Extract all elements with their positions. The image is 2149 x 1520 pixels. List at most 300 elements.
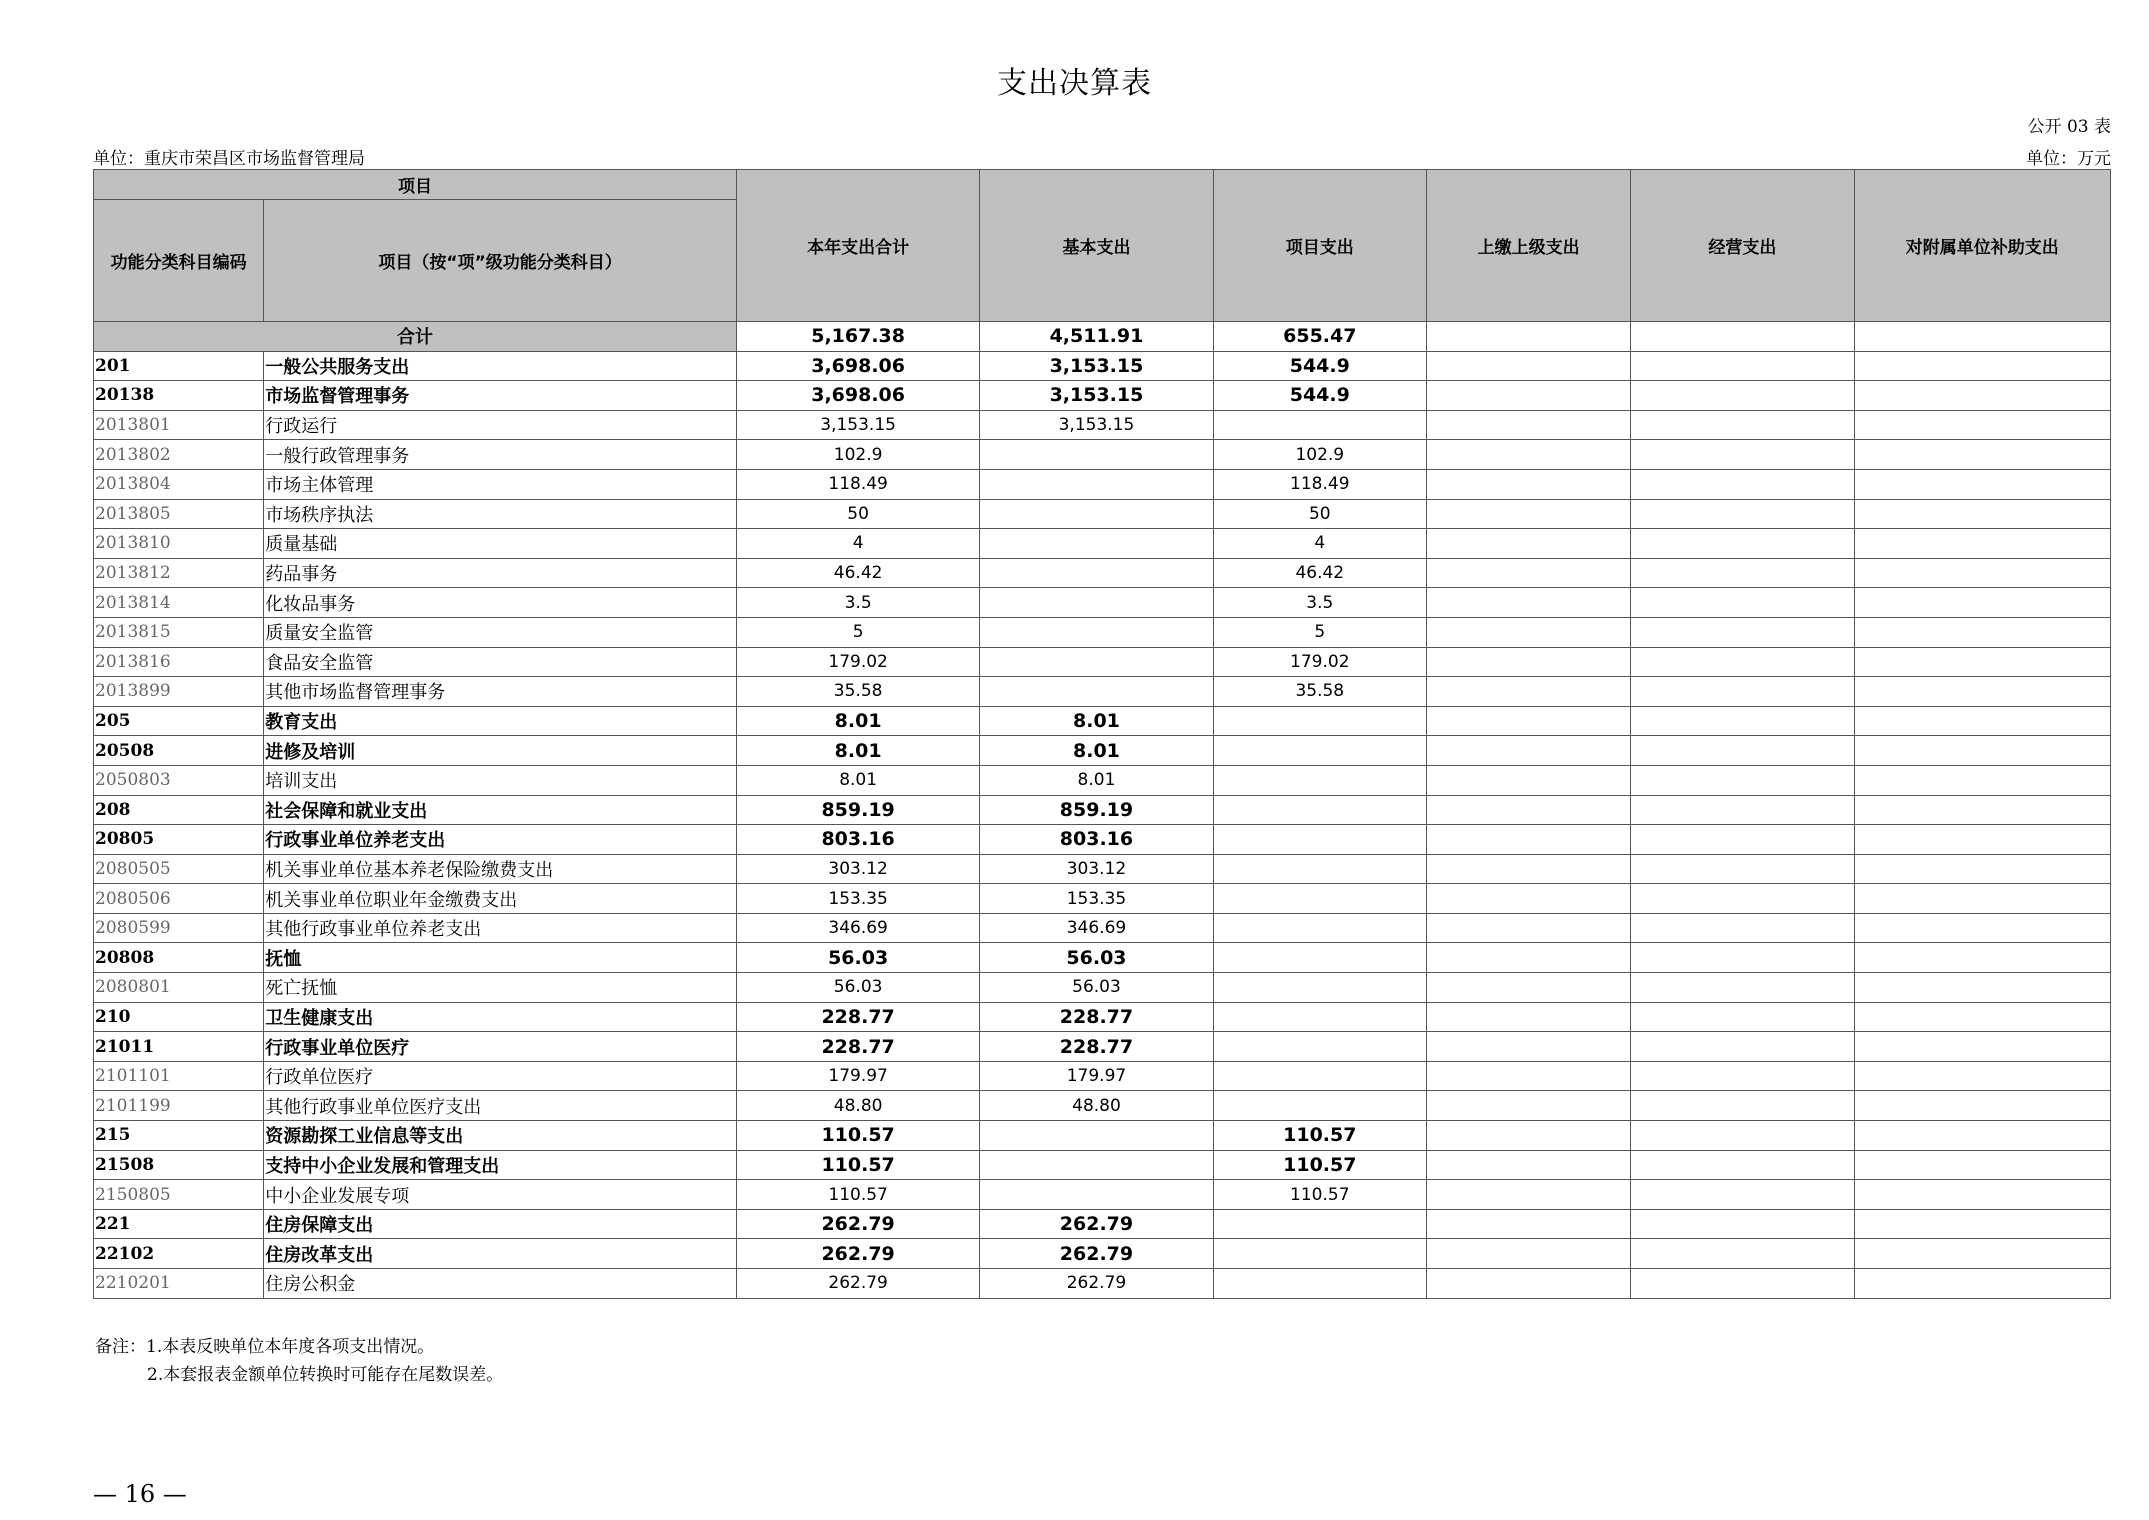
row-project [1213, 1002, 1426, 1032]
row-name: 其他行政事业单位医疗支出 [264, 1091, 737, 1121]
currency-unit: 单位：万元 [2026, 149, 2111, 169]
header-code: 功能分类科目编码 [94, 200, 264, 322]
row-upper [1426, 1150, 1630, 1180]
row-project: 110.57 [1213, 1150, 1426, 1180]
row-code: 2080506 [94, 884, 264, 914]
row-subsidy [1854, 736, 2110, 766]
table-row [94, 469, 2111, 499]
row-total: 3,153.15 [736, 410, 979, 440]
row-code: 2210201 [94, 1269, 264, 1299]
row-basic: 803.16 [980, 825, 1213, 855]
row-subsidy [1854, 588, 2110, 618]
row-subsidy [1854, 499, 2110, 529]
table-row [94, 765, 2111, 795]
row-subsidy [1854, 410, 2110, 440]
row-business [1631, 1121, 1854, 1151]
row-subsidy [1854, 825, 2110, 855]
table-row [94, 973, 2111, 1003]
table-number: 公开 03 表 [2027, 117, 2111, 137]
row-project [1213, 943, 1426, 973]
row-business [1631, 351, 1854, 381]
row-business [1631, 1180, 1854, 1210]
row-name: 一般行政管理事务 [264, 440, 737, 470]
row-business [1631, 973, 1854, 1003]
row-name: 教育支出 [264, 706, 737, 736]
row-basic [980, 529, 1213, 559]
row-subsidy [1854, 913, 2110, 943]
row-basic: 228.77 [980, 1002, 1213, 1032]
row-upper [1426, 588, 1630, 618]
row-code: 2013812 [94, 558, 264, 588]
row-total: 56.03 [736, 973, 979, 1003]
row-business [1631, 410, 1854, 440]
row-business [1631, 499, 1854, 529]
table-row [94, 1002, 2111, 1032]
row-subsidy [1854, 706, 2110, 736]
row-project: 110.57 [1213, 1121, 1426, 1151]
row-name: 进修及培训 [264, 736, 737, 766]
total-business [1631, 322, 1854, 352]
row-project [1213, 765, 1426, 795]
row-project [1213, 973, 1426, 1003]
row-name: 市场监督管理事务 [264, 381, 737, 411]
row-project [1213, 1061, 1426, 1091]
row-project [1213, 1091, 1426, 1121]
table-row [94, 558, 2111, 588]
row-name: 机关事业单位基本养老保险缴费支出 [264, 854, 737, 884]
row-basic: 56.03 [980, 973, 1213, 1003]
row-code: 2013899 [94, 677, 264, 707]
row-project: 110.57 [1213, 1180, 1426, 1210]
row-project: 179.02 [1213, 647, 1426, 677]
total-label: 合计 [94, 322, 737, 352]
row-upper [1426, 440, 1630, 470]
row-basic: 346.69 [980, 913, 1213, 943]
row-subsidy [1854, 1180, 2110, 1210]
row-total: 179.02 [736, 647, 979, 677]
header-project-expense: 项目支出 [1213, 170, 1426, 322]
row-code: 2050803 [94, 765, 264, 795]
row-name: 资源勘探工业信息等支出 [264, 1121, 737, 1151]
row-upper [1426, 1209, 1630, 1239]
row-total: 303.12 [736, 854, 979, 884]
row-basic: 228.77 [980, 1032, 1213, 1062]
row-project [1213, 795, 1426, 825]
row-project: 544.9 [1213, 381, 1426, 411]
row-business [1631, 825, 1854, 855]
row-name: 行政事业单位医疗 [264, 1032, 737, 1062]
row-basic [980, 647, 1213, 677]
row-code: 221 [94, 1209, 264, 1239]
row-name: 食品安全监管 [264, 647, 737, 677]
row-name: 一般公共服务支出 [264, 351, 737, 381]
row-upper [1426, 647, 1630, 677]
row-name: 培训支出 [264, 765, 737, 795]
row-code: 210 [94, 1002, 264, 1032]
table-row [94, 943, 2111, 973]
row-total: 346.69 [736, 913, 979, 943]
row-business [1631, 617, 1854, 647]
header-item-name: 项目（按“项”级功能分类科目） [264, 200, 737, 322]
row-total: 8.01 [736, 765, 979, 795]
row-subsidy [1854, 469, 2110, 499]
row-business [1631, 884, 1854, 914]
row-subsidy [1854, 765, 2110, 795]
row-subsidy [1854, 381, 2110, 411]
total-subsidy [1854, 322, 2110, 352]
row-subsidy [1854, 1209, 2110, 1239]
row-business [1631, 1091, 1854, 1121]
row-upper [1426, 677, 1630, 707]
row-code: 21508 [94, 1150, 264, 1180]
row-upper [1426, 706, 1630, 736]
header-subsidy: 对附属单位补助支出 [1854, 170, 2110, 322]
row-upper [1426, 351, 1630, 381]
header-upper-payment: 上缴上级支出 [1426, 170, 1630, 322]
row-upper [1426, 617, 1630, 647]
row-code: 20508 [94, 736, 264, 766]
row-name: 其他行政事业单位养老支出 [264, 913, 737, 943]
row-business [1631, 1209, 1854, 1239]
row-upper [1426, 469, 1630, 499]
row-code: 21011 [94, 1032, 264, 1062]
row-subsidy [1854, 677, 2110, 707]
row-code: 2013814 [94, 588, 264, 618]
row-upper [1426, 854, 1630, 884]
row-project [1213, 1239, 1426, 1269]
row-code: 2013815 [94, 617, 264, 647]
row-total: 262.79 [736, 1269, 979, 1299]
row-upper [1426, 973, 1630, 1003]
row-code: 2080599 [94, 913, 264, 943]
expenditure-table [93, 169, 2111, 1299]
row-project [1213, 825, 1426, 855]
row-project [1213, 1209, 1426, 1239]
row-total: 5 [736, 617, 979, 647]
row-name: 行政运行 [264, 410, 737, 440]
table-row [94, 1239, 2111, 1269]
row-basic [980, 617, 1213, 647]
row-total: 118.49 [736, 469, 979, 499]
row-upper [1426, 529, 1630, 559]
row-business [1631, 736, 1854, 766]
row-total: 859.19 [736, 795, 979, 825]
table-row [94, 795, 2111, 825]
row-name: 行政单位医疗 [264, 1061, 737, 1091]
row-name: 市场主体管理 [264, 469, 737, 499]
row-code: 208 [94, 795, 264, 825]
row-basic [980, 1150, 1213, 1180]
row-name: 药品事务 [264, 558, 737, 588]
row-business [1631, 440, 1854, 470]
row-total: 228.77 [736, 1002, 979, 1032]
row-upper [1426, 381, 1630, 411]
row-total: 179.97 [736, 1061, 979, 1091]
row-business [1631, 588, 1854, 618]
row-subsidy [1854, 1032, 2110, 1062]
row-total: 48.80 [736, 1091, 979, 1121]
row-code: 2101101 [94, 1061, 264, 1091]
row-project [1213, 913, 1426, 943]
row-project: 118.49 [1213, 469, 1426, 499]
row-subsidy [1854, 1239, 2110, 1269]
row-project: 544.9 [1213, 351, 1426, 381]
row-basic [980, 1180, 1213, 1210]
row-total: 803.16 [736, 825, 979, 855]
row-code: 2013805 [94, 499, 264, 529]
row-basic: 8.01 [980, 765, 1213, 795]
row-basic: 262.79 [980, 1239, 1213, 1269]
row-total: 228.77 [736, 1032, 979, 1062]
row-business [1631, 1269, 1854, 1299]
row-name: 化妆品事务 [264, 588, 737, 618]
row-basic [980, 588, 1213, 618]
row-code: 20808 [94, 943, 264, 973]
table-row [94, 913, 2111, 943]
row-code: 20138 [94, 381, 264, 411]
row-code: 2080505 [94, 854, 264, 884]
row-total: 46.42 [736, 558, 979, 588]
note-line-1: 备注：1.本表反映单位本年度各项支出情况。 [95, 1337, 435, 1357]
row-basic [980, 677, 1213, 707]
table-row [94, 825, 2111, 855]
row-name: 住房保障支出 [264, 1209, 737, 1239]
row-code: 201 [94, 351, 264, 381]
row-basic: 303.12 [980, 854, 1213, 884]
row-basic: 56.03 [980, 943, 1213, 973]
row-business [1631, 469, 1854, 499]
page-number: — 16 — [93, 1480, 187, 1508]
row-total: 110.57 [736, 1121, 979, 1151]
row-subsidy [1854, 943, 2110, 973]
row-project [1213, 410, 1426, 440]
table-row [94, 1180, 2111, 1210]
table-row [94, 410, 2111, 440]
row-project [1213, 884, 1426, 914]
row-upper [1426, 558, 1630, 588]
row-code: 2013810 [94, 529, 264, 559]
row-total: 110.57 [736, 1180, 979, 1210]
row-basic: 179.97 [980, 1061, 1213, 1091]
table-row [94, 677, 2111, 707]
note-line-2: 2.本套报表金额单位转换时可能存在尾数误差。 [147, 1365, 504, 1385]
row-project [1213, 1032, 1426, 1062]
table-row [94, 1209, 2111, 1239]
row-upper [1426, 1032, 1630, 1062]
row-project [1213, 736, 1426, 766]
notes [95, 1333, 503, 1389]
table-row [94, 736, 2111, 766]
row-name: 卫生健康支出 [264, 1002, 737, 1032]
row-total: 8.01 [736, 736, 979, 766]
row-name: 支持中小企业发展和管理支出 [264, 1150, 737, 1180]
row-upper [1426, 1239, 1630, 1269]
total-total: 5,167.38 [736, 322, 979, 352]
row-basic [980, 1121, 1213, 1151]
table-row [94, 1061, 2111, 1091]
row-basic: 153.35 [980, 884, 1213, 914]
row-name: 死亡抚恤 [264, 973, 737, 1003]
row-subsidy [1854, 529, 2110, 559]
row-total: 110.57 [736, 1150, 979, 1180]
reporting-unit: 单位：重庆市荣昌区市场监督管理局 [93, 149, 365, 169]
row-project: 50 [1213, 499, 1426, 529]
table-row [94, 440, 2111, 470]
row-total: 8.01 [736, 706, 979, 736]
row-subsidy [1854, 854, 2110, 884]
table-row [94, 884, 2111, 914]
row-name: 住房改革支出 [264, 1239, 737, 1269]
row-upper [1426, 884, 1630, 914]
total-basic: 4,511.91 [980, 322, 1213, 352]
row-upper [1426, 825, 1630, 855]
row-total: 153.35 [736, 884, 979, 914]
row-total: 262.79 [736, 1239, 979, 1269]
table-row [94, 1091, 2111, 1121]
total-project: 655.47 [1213, 322, 1426, 352]
row-basic: 8.01 [980, 706, 1213, 736]
row-project [1213, 706, 1426, 736]
row-business [1631, 1032, 1854, 1062]
row-upper [1426, 1061, 1630, 1091]
row-business [1631, 913, 1854, 943]
row-basic: 8.01 [980, 736, 1213, 766]
table-row [94, 351, 2111, 381]
table-row [94, 529, 2111, 559]
row-business [1631, 677, 1854, 707]
row-upper [1426, 943, 1630, 973]
row-subsidy [1854, 647, 2110, 677]
table-row [94, 1032, 2111, 1062]
row-total: 56.03 [736, 943, 979, 973]
row-project: 4 [1213, 529, 1426, 559]
row-code: 20805 [94, 825, 264, 855]
row-basic: 3,153.15 [980, 381, 1213, 411]
row-subsidy [1854, 558, 2110, 588]
row-code: 2150805 [94, 1180, 264, 1210]
row-business [1631, 1239, 1854, 1269]
table-row [94, 588, 2111, 618]
row-upper [1426, 795, 1630, 825]
table-row [94, 1150, 2111, 1180]
row-basic [980, 440, 1213, 470]
row-business [1631, 1002, 1854, 1032]
row-basic [980, 558, 1213, 588]
row-name: 机关事业单位职业年金缴费支出 [264, 884, 737, 914]
table-row [94, 1121, 2111, 1151]
header-total: 本年支出合计 [736, 170, 979, 322]
row-business [1631, 706, 1854, 736]
table-row [94, 617, 2111, 647]
row-project [1213, 1269, 1426, 1299]
row-name: 质量基础 [264, 529, 737, 559]
row-subsidy [1854, 351, 2110, 381]
row-name: 抚恤 [264, 943, 737, 973]
row-business [1631, 558, 1854, 588]
row-business [1631, 854, 1854, 884]
row-business [1631, 381, 1854, 411]
row-basic: 262.79 [980, 1209, 1213, 1239]
row-basic: 48.80 [980, 1091, 1213, 1121]
row-upper [1426, 1180, 1630, 1210]
row-total: 3,698.06 [736, 381, 979, 411]
row-code: 2101199 [94, 1091, 264, 1121]
row-upper [1426, 499, 1630, 529]
row-basic: 262.79 [980, 1269, 1213, 1299]
row-basic [980, 469, 1213, 499]
row-subsidy [1854, 440, 2110, 470]
row-subsidy [1854, 884, 2110, 914]
row-code: 2013801 [94, 410, 264, 440]
row-business [1631, 765, 1854, 795]
row-total: 3.5 [736, 588, 979, 618]
header-project: 项目 [94, 170, 737, 200]
row-subsidy [1854, 795, 2110, 825]
row-business [1631, 1150, 1854, 1180]
row-upper [1426, 765, 1630, 795]
row-total: 3,698.06 [736, 351, 979, 381]
row-basic [980, 499, 1213, 529]
row-subsidy [1854, 1061, 2110, 1091]
row-total: 35.58 [736, 677, 979, 707]
row-total: 50 [736, 499, 979, 529]
row-code: 2013816 [94, 647, 264, 677]
row-project: 102.9 [1213, 440, 1426, 470]
row-code: 205 [94, 706, 264, 736]
row-name: 市场秩序执法 [264, 499, 737, 529]
row-subsidy [1854, 1002, 2110, 1032]
row-business [1631, 943, 1854, 973]
row-business [1631, 647, 1854, 677]
table-row [94, 1269, 2111, 1299]
row-business [1631, 1061, 1854, 1091]
row-name: 中小企业发展专项 [264, 1180, 737, 1210]
row-code: 215 [94, 1121, 264, 1151]
row-subsidy [1854, 973, 2110, 1003]
row-code: 22102 [94, 1239, 264, 1269]
row-upper [1426, 913, 1630, 943]
row-project: 46.42 [1213, 558, 1426, 588]
row-business [1631, 529, 1854, 559]
table-row [94, 381, 2111, 411]
page-title: 支出决算表 [997, 66, 1152, 101]
row-name: 质量安全监管 [264, 617, 737, 647]
row-subsidy [1854, 1150, 2110, 1180]
row-basic: 3,153.15 [980, 351, 1213, 381]
row-subsidy [1854, 1091, 2110, 1121]
row-upper [1426, 410, 1630, 440]
row-project: 5 [1213, 617, 1426, 647]
row-upper [1426, 1269, 1630, 1299]
row-subsidy [1854, 617, 2110, 647]
row-upper [1426, 1091, 1630, 1121]
row-upper [1426, 1121, 1630, 1151]
table-row [94, 706, 2111, 736]
row-subsidy [1854, 1269, 2110, 1299]
total-upper [1426, 322, 1630, 352]
row-total: 4 [736, 529, 979, 559]
row-project: 35.58 [1213, 677, 1426, 707]
row-name: 社会保障和就业支出 [264, 795, 737, 825]
row-code: 2080801 [94, 973, 264, 1003]
row-basic: 859.19 [980, 795, 1213, 825]
row-name: 住房公积金 [264, 1269, 737, 1299]
table-row [94, 499, 2111, 529]
row-subsidy [1854, 1121, 2110, 1151]
row-name: 行政事业单位养老支出 [264, 825, 737, 855]
header-business: 经营支出 [1631, 170, 1854, 322]
header-basic: 基本支出 [980, 170, 1213, 322]
